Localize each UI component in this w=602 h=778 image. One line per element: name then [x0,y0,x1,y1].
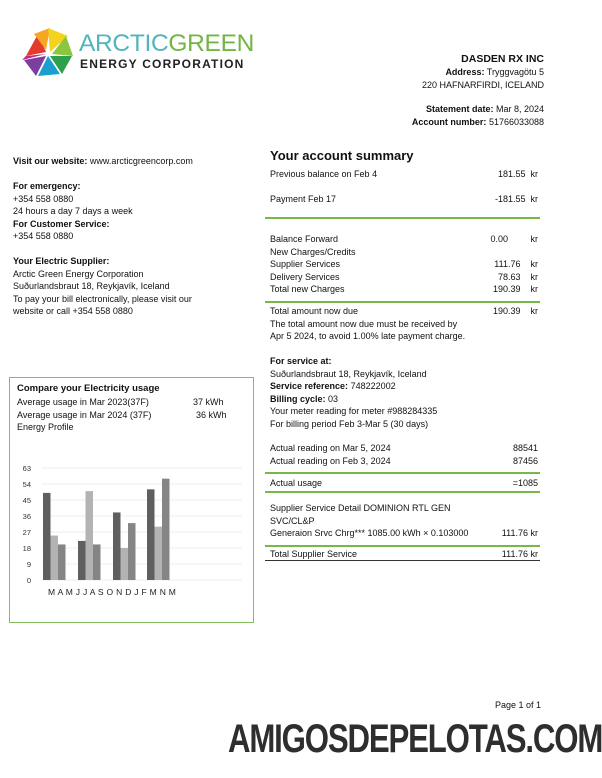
meter-line: Your meter reading for meter #988284335 [270,406,438,416]
summary-title: Your account summary [270,148,414,163]
usage-title: Compare your Electricity usage [17,383,160,394]
chart-bar [58,544,66,580]
statement-date: Mar 8, 2024 [495,104,544,114]
currency: kr [530,169,538,179]
total-new-value: 190.39 [492,284,521,294]
company-logo-icon [20,26,74,78]
y-tick-label: 36 [22,512,31,521]
account-number: 51766033088 [488,116,544,127]
previous-balance-value: 181.55 [497,169,526,179]
address-line2: 220 HAFNARFIRDI, ICELAND [421,79,544,90]
contact-info [13,155,253,318]
emergency-hours: 24 hours a day 7 days a week [13,206,133,216]
previous-balance-label: Previous balance on Feb 4 [270,169,378,179]
chart-bar [86,491,94,580]
balance-forward-label: Balance Forward [270,234,339,244]
divider [265,560,540,561]
total-due-label: Total amount now due [270,306,359,316]
emergency-label: For emergency: [13,181,81,191]
billing-cycle: 03 [328,393,339,404]
company-name-part2: GREEN [168,30,255,57]
chart-bar [43,493,51,580]
actual-usage-label: Actual usage [270,478,323,488]
supplier-services-value: 111.76 [494,259,521,269]
usage-row1-label: Average usage in Mar 2023(37F) [17,397,149,407]
usage-rows [17,396,247,434]
currency: kr [530,284,538,294]
billing-cycle-label: Billing cycle: [270,393,326,404]
address-label: Address: [445,67,485,77]
balance-forward-value: 0.00 [490,234,509,244]
chart-bar [113,512,121,580]
chart-bar [121,548,129,580]
service-reference-label: Service reference: [270,381,349,391]
new-charges-label: New Charges/Credits [270,246,356,257]
due-note-line1: The total amount now due must be received by [270,318,458,329]
chart-bar [147,489,155,580]
actual-reading-2-value: 87456 [512,456,538,466]
usage-bar-chart [10,458,253,598]
actual-reading-1-value: 88541 [512,443,538,453]
billing-period-line: For billing period Feb 3-Mar 5 (30 days) [270,418,429,429]
service-detail-line1: Supplier Service Detail DOMINION RTL GEN [270,503,451,513]
customer-name: DASDEN RX INC [461,53,544,65]
chart-bar [162,479,170,580]
service-address: Suðurlandsbraut 18, Reykjavík, Iceland [270,368,427,379]
y-tick-label: 45 [22,496,31,505]
company-subtitle: ENERGY CORPORATION [80,57,245,71]
emergency-phone: +354 558 0880 [13,193,74,204]
total-new-label: Total new Charges [270,284,345,294]
y-tick-label: 54 [22,480,31,489]
account-summary [270,150,540,570]
divider [265,545,540,547]
company-name [79,31,254,57]
customer-block [284,52,544,128]
y-tick-label: 63 [22,464,31,473]
billing-cycle-row [270,393,538,406]
energy-profile-label: Energy Profile [17,422,74,432]
payment-label: Payment Feb 17 [270,194,337,204]
account-number-label: Account number: [411,116,487,127]
watermark: AMIGOSDEPELOTAS.COM [228,717,602,761]
service-at-label: For service at: [270,356,332,366]
divider [265,472,540,474]
supplier-label: Your Electric Supplier: [13,256,110,266]
divider [265,491,540,493]
supplier-name: Arctic Green Energy Corporation [13,268,144,279]
total-supplier-label: Total Supplier Service [270,549,358,559]
payment-value: -181.55 [494,194,526,204]
page-number: Page 1 of 1 [494,700,541,710]
divider [265,301,540,303]
y-tick-label: 0 [26,576,31,585]
y-tick-label: 9 [26,560,31,569]
currency: kr [530,306,538,316]
chart-bar [93,544,101,580]
website-link[interactable]: www.arcticgreencorp.com [89,156,193,166]
website-label: Visit our website: [13,156,88,166]
service-reference-row [270,380,538,393]
chart-bar [155,527,163,580]
supplier-address: Suðurlandsbraut 18, Reykjavík, Iceland [13,281,170,291]
delivery-services-label: Delivery Services [270,271,340,282]
usage-row1-value: 37 kWh [193,397,224,407]
y-tick-label: 27 [22,528,31,537]
chart-bar [78,541,86,580]
total-due-value: 190.39 [492,306,521,316]
y-tick-label: 18 [22,544,31,553]
actual-reading-1-label: Actual reading on Mar 5, 2024 [270,443,391,453]
usage-row2-value: 36 kWh [196,409,227,420]
company-name-part1: ARCTIC [79,30,169,57]
actual-usage-value: =1085 [512,478,538,488]
usage-row2-label: Average usage in Mar 2024 (37F) [17,409,152,420]
currency: kr [530,194,538,204]
currency: kr [530,234,538,244]
actual-reading-2-label: Actual reading on Feb 3, 2024 [270,456,391,466]
usage-comparison-box [9,377,254,623]
delivery-services-value: 78.63 [497,271,521,282]
supplier-services-label: Supplier Services [270,259,341,269]
customer-service-phone: +354 558 0880 [13,231,74,241]
service-detail-line2: SVC/CL&P [270,515,315,526]
divider [265,217,540,219]
generation-charge-label: Generaion Srvc Chrg*** 1085.00 kWh × 0.103000 [270,528,469,538]
pay-note-line1: To pay your bill electronically, please visit our [13,293,192,304]
currency: kr [530,259,538,269]
generation-charge-value: 111.76 kr [501,528,538,538]
pay-note-line2: website or call +354 558 0880 [13,306,133,316]
address-line1: Tryggvagötu 5 [486,67,544,77]
x-axis-labels: M A M J J A S O N D J F M N M [48,587,177,597]
total-supplier-value: 111.76 kr [501,549,538,559]
currency: kr [530,271,538,282]
customer-service-label: For Customer Service: [13,218,110,229]
chart-bar [128,523,136,580]
due-note-line2: Apr 5 2024, to avoid 1.00% late payment charge. [270,331,466,341]
service-reference: 748222002 [350,381,396,391]
chart-bar [51,536,59,580]
statement-date-label: Statement date: [425,104,494,114]
